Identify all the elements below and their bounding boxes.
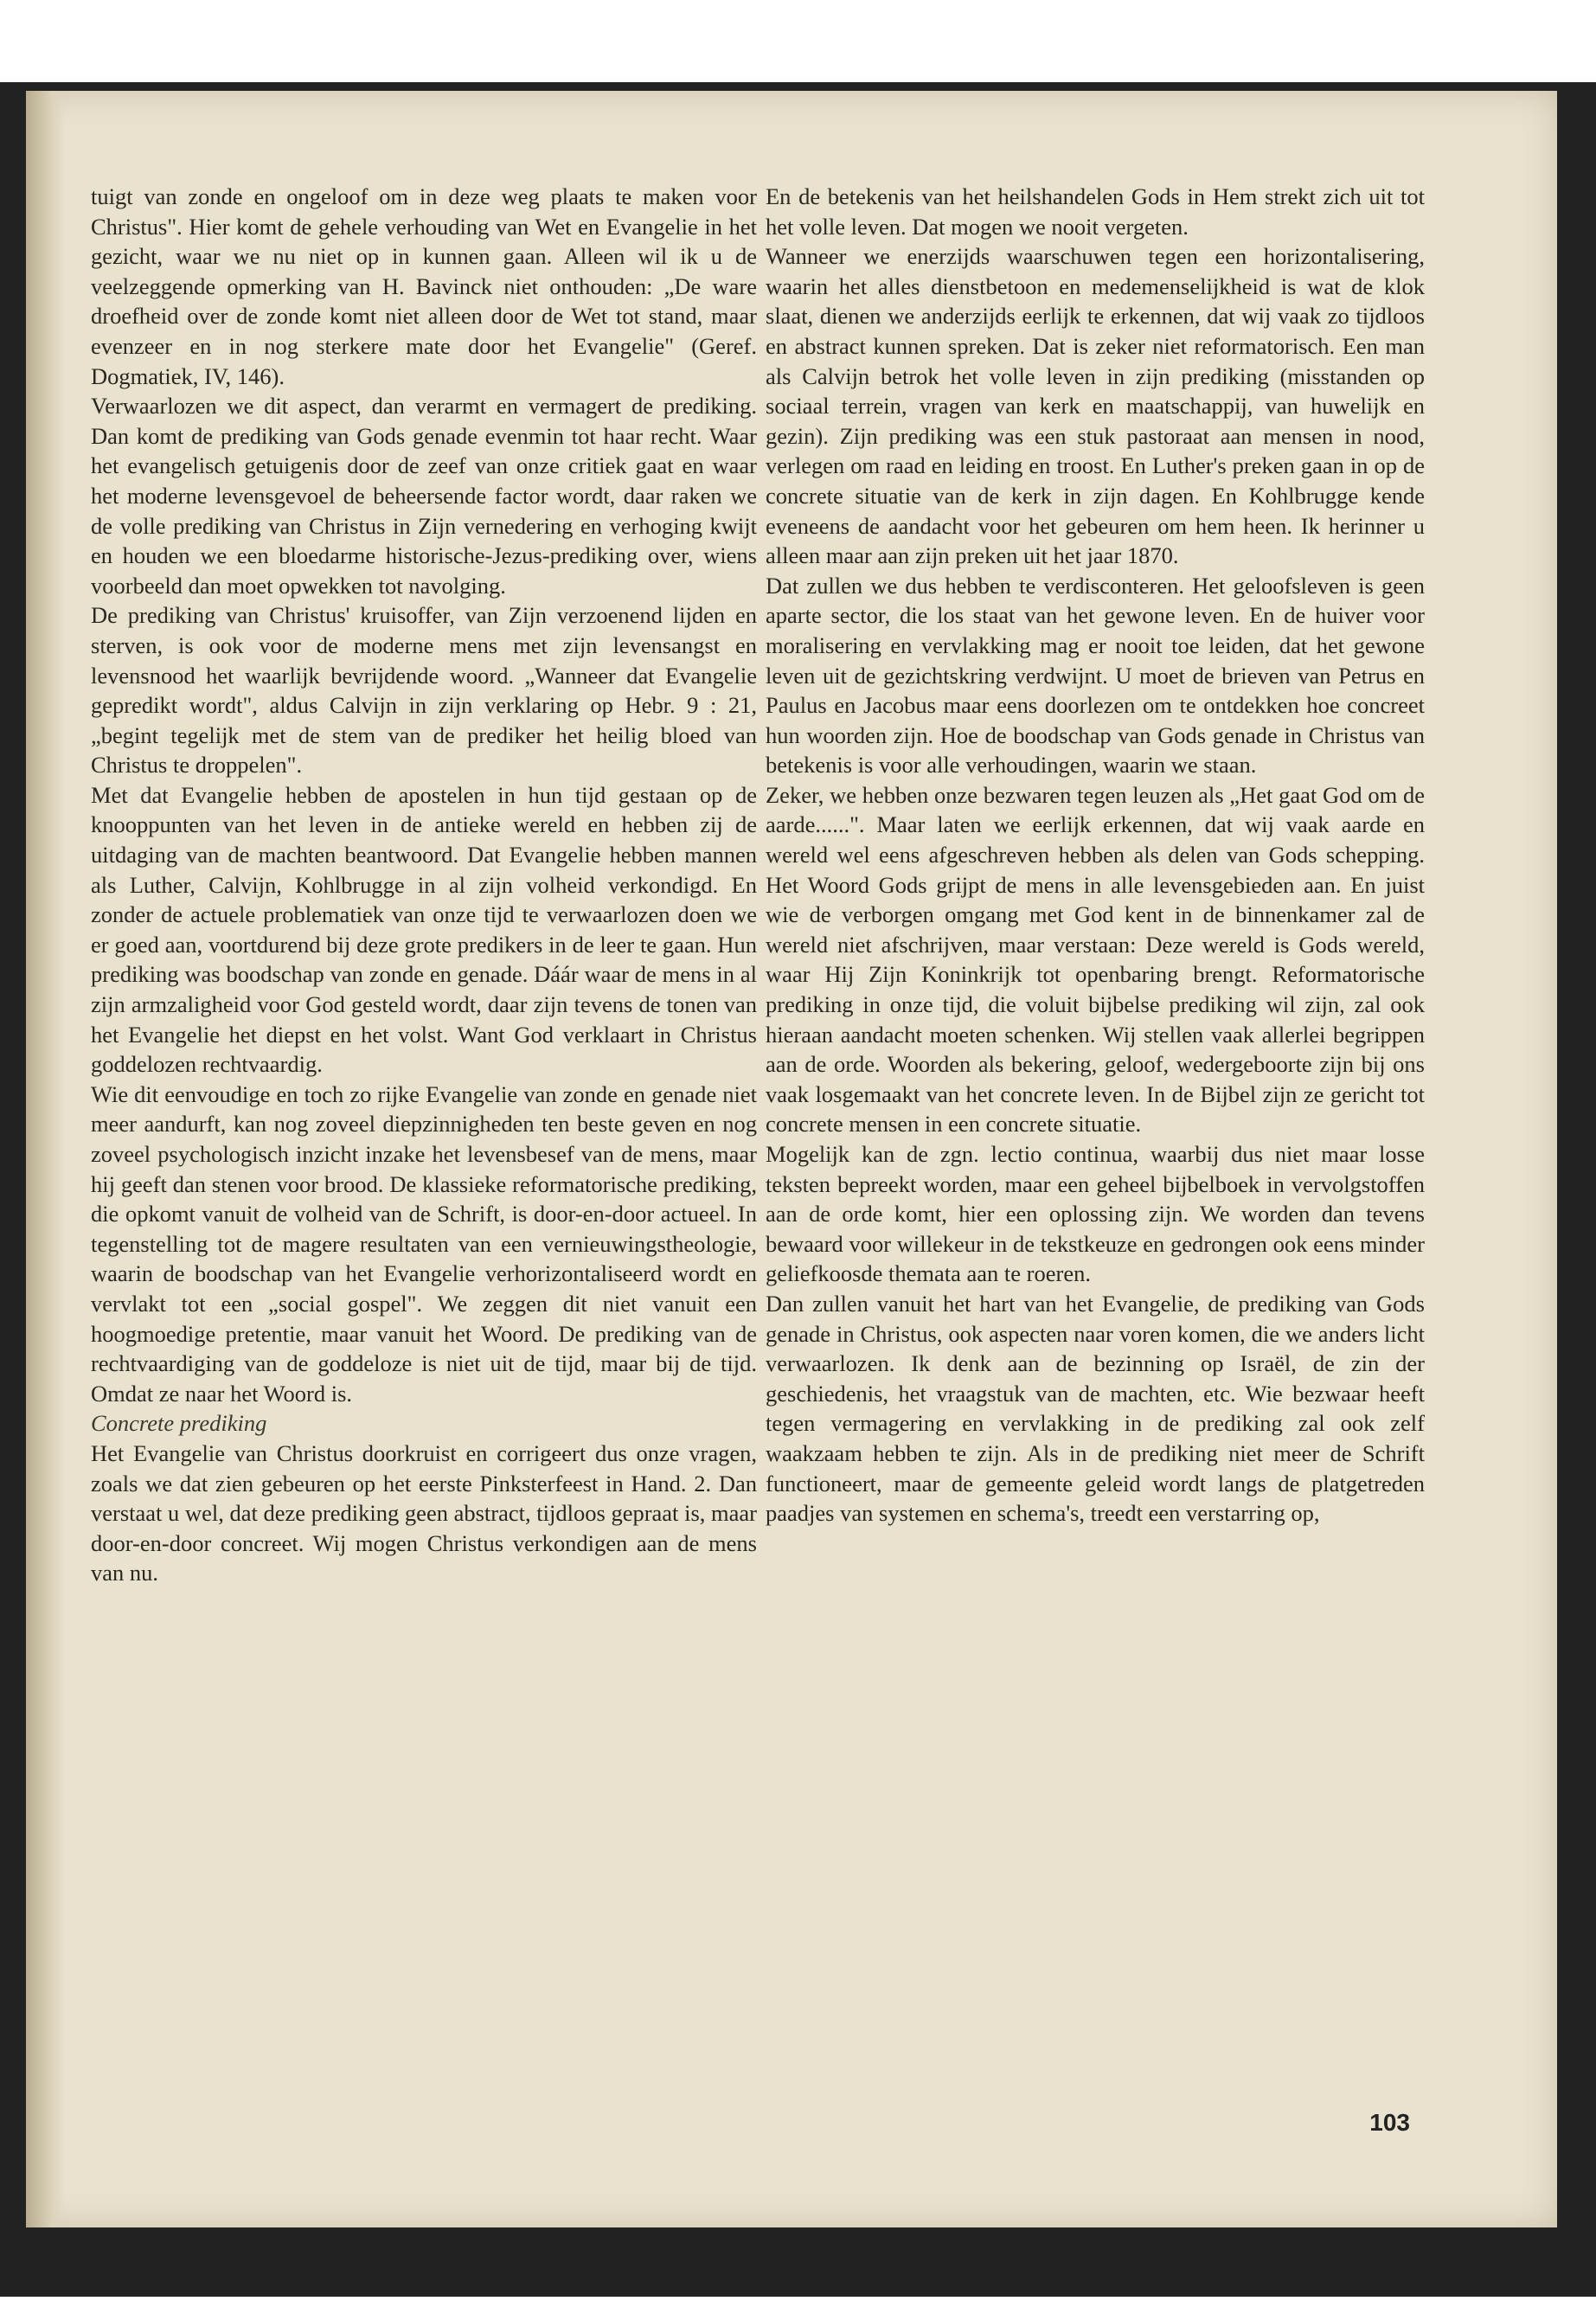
section-paragraph-1: Het Evangelie van Christus doorkruist en corrigeert dus onze vragen, zoals we dat zien gebeuren op het eerste Pinksterfeest in Hand. 2. Dan verstaat u wel, dat deze prediking geen abstract, tijdloos gepraat is, maar door-en-door concreet. Wij mogen Christus verkondigen aan de mens van nu. — [91, 1439, 757, 1586]
left-paragraph-1: tuigt van zonde en ongeloof om in deze weg plaats te maken voor Christus". Hier komt de gehele verhouding van Wet en Evangelie in het gezicht, waar we nu niet op in kunnen gaan. Alleen wil ik u de veelzeggende opmerking van H. Bavinck niet onthouden: „De ware droefheid over de zonde komt niet alleen door de Wet tot stand, maar evenzeer en in nog sterkere mate door het Evangelie" (Geref. Dogmatiek, IV, 146). — [91, 183, 757, 389]
right-column — [766, 182, 1425, 1529]
left-column — [91, 182, 757, 1588]
right-paragraph-6: Dan zullen vanuit het hart van het Evangelie, de prediking van Gods genade in Christus, ook aspecten naar voren komen, die we anders licht verwaarlozen. Ik denk aan de bezinning op Israël, de zin der geschiedenis, het vraagstuk van de machten, etc. Wie bezwaar heeft tegen vermagering en vervlakking in de prediking zal ook zelf waakzaam hebben te zijn. Als in de prediking niet meer de Schrift functioneert, maar de gemeente geleid wordt langs de platgetreden paadjes van systemen en schema's, treedt een verstarring op, — [766, 1290, 1425, 1527]
section-heading: Concrete prediking — [91, 1410, 267, 1437]
right-paragraph-5: Mogelijk kan de zgn. lectio continua, waarbij dus niet maar losse teksten bepreekt worden, maar een geheel bijbelboek in vervolgstoffen aan de orde komt, hier een oplossing zijn. We worden dan tevens bewaard voor willekeur in de tekstkeuze en gedrongen ook eens minder geliefkoosde themata aan te roeren. — [766, 1141, 1425, 1287]
left-paragraph-2: Verwaarlozen we dit aspect, dan verarmt en vermagert de prediking. Dan komt de prediking van Gods genade evenmin tot haar recht. Waar het evangelisch getuigenis door de zeef van onze critiek gaat en waar het moderne levensgevoel de beheersende factor wordt, daar raken we de volle prediking van Christus in Zijn vernedering en verhoging kwijt en houden we een bloedarme historische-Jezus-prediking over, wiens voorbeeld dan moet opwekken tot navolging. — [91, 393, 757, 599]
page-gutter — [26, 91, 65, 2227]
left-paragraph-3: De prediking van Christus' kruisoffer, van Zijn verzoenend lijden en sterven, is ook voor de moderne mens met zijn levensangst en levensnood het waarlijk bevrijdende woord. „Wanneer dat Evangelie gepredikt wordt", aldus Calvijn in zijn verklaring op Hebr. 9 : 21, „begint tegelijk met de stem van de prediker het heilig bloed van Christus te droppelen". — [91, 602, 757, 779]
left-paragraph-5: Wie dit eenvoudige en toch zo rijke Evangelie van zonde en genade niet meer aandurft, kan nog zoveel diepzinnigheden ten beste geven en nog zoveel psychologisch inzicht inzake het levensbesef van de mens, maar hij geeft dan stenen voor brood. De klassieke reformatorische prediking, die opkomt vanuit de volheid van de Schrift, is door-en-door actueel. In tegenstelling tot de magere resultaten van een vernieuwingstheologie, waarin de boodschap van het Evangelie verhorizontaliseerd wordt en vervlakt tot een „social gospel". We zeggen dit niet vanuit een hoogmoedige pretentie, maar vanuit het Woord. De prediking van de rechtvaardiging van de goddeloze is niet uit de tijd, maar bij de tijd. Omdat ze naar het Woord is. — [91, 1080, 757, 1407]
right-paragraph-2: Wanneer we enerzijds waarschuwen tegen een horizontalisering, waarin het alles dienstbetoon en medemenselijkheid is wat de klok slaat, dienen we anderzijds eerlijk te erkennen, dat wij vaak zo tijdloos en abstract kunnen spreken. Dat is zeker niet reformatorisch. Een man als Calvijn betrok het volle leven in zijn prediking (misstanden op sociaal terrein, vragen van kerk en maatschappij, van huwelijk en gezin). Zijn prediking was een stuk pastoraat aan mensen in nood, verlegen om raad en leiding en troost. En Luther's preken gaan in op de concrete situatie van de kerk in zijn dagen. En Kohlbrugge kende eveneens de aandacht voor het gebeuren om hem heen. Ik herinner u alleen maar aan zijn preken uit het jaar 1870. — [766, 243, 1425, 569]
right-paragraph-4: Zeker, we hebben onze bezwaren tegen leuzen als „Het gaat God om de aarde......". Maar laten we eerlijk erkennen, dat wij vaak aarde en wereld wel eens afgeschreven hebben als delen van Gods schepping. Het Woord Gods grijpt de mens in alle levensgebieden aan. En juist wie de verborgen omgang met God kent in de binnenkamer zal de wereld niet afschrijven, maar verstaan: Deze wereld is Gods wereld, waar Hij Zijn Koninkrijk tot openbaring brengt. Reformatorische prediking in onze tijd, die voluit bijbelse prediking wil zijn, zal ook hieraan aandacht moeten schenken. Wij stellen vaak allerlei begrippen aan de orde. Woorden als bekering, geloof, wedergeboorte zijn bij ons vaak losgemaakt van het concrete leven. In de Bijbel zijn ze gericht tot concrete mensen in een concrete situatie. — [766, 781, 1425, 1138]
left-paragraph-4: Met dat Evangelie hebben de apostelen in hun tijd gestaan op de knooppunten van het leven in de antieke wereld en hebben zij de uitdaging van de machten beantwoord. Dat Evangelie hebben mannen als Luther, Calvijn, Kohlbrugge in al zijn volheid verkondigd. En zonder de actuele problematiek van onze tijd te verwaarlozen doen we er goed aan, voortdurend bij deze grote predikers in de leer te gaan. Hun prediking was boodschap van zonde en genade. Dáár waar de mens in al zijn armzaligheid voor God gesteld wordt, daar zijn tevens de tonen van het Evangelie het diepst en het volst. Want God verklaart in Christus goddelozen rechtvaardig. — [91, 781, 757, 1078]
right-paragraph-1: En de betekenis van het heilshandelen Gods in Hem strekt zich uit tot het volle leven. Dat mogen we nooit vergeten. — [766, 183, 1425, 240]
right-paragraph-3: Dat zullen we dus hebben te verdisconteren. Het geloofsleven is geen aparte sector, die los staat van het gewone leven. En de huiver voor moralisering en vervlakking mag er nooit toe leiden, dat het gewone leven uit de gezichtskring verdwijnt. U moet de brieven van Petrus en Paulus en Jacobus maar eens doorlezen om te ontdekken hoe concreet hun woorden zijn. Hoe de boodschap van Gods genade in Christus van betekenis is voor alle verhoudingen, waarin we staan. — [766, 572, 1425, 779]
page-number: 103 — [1369, 2109, 1410, 2136]
